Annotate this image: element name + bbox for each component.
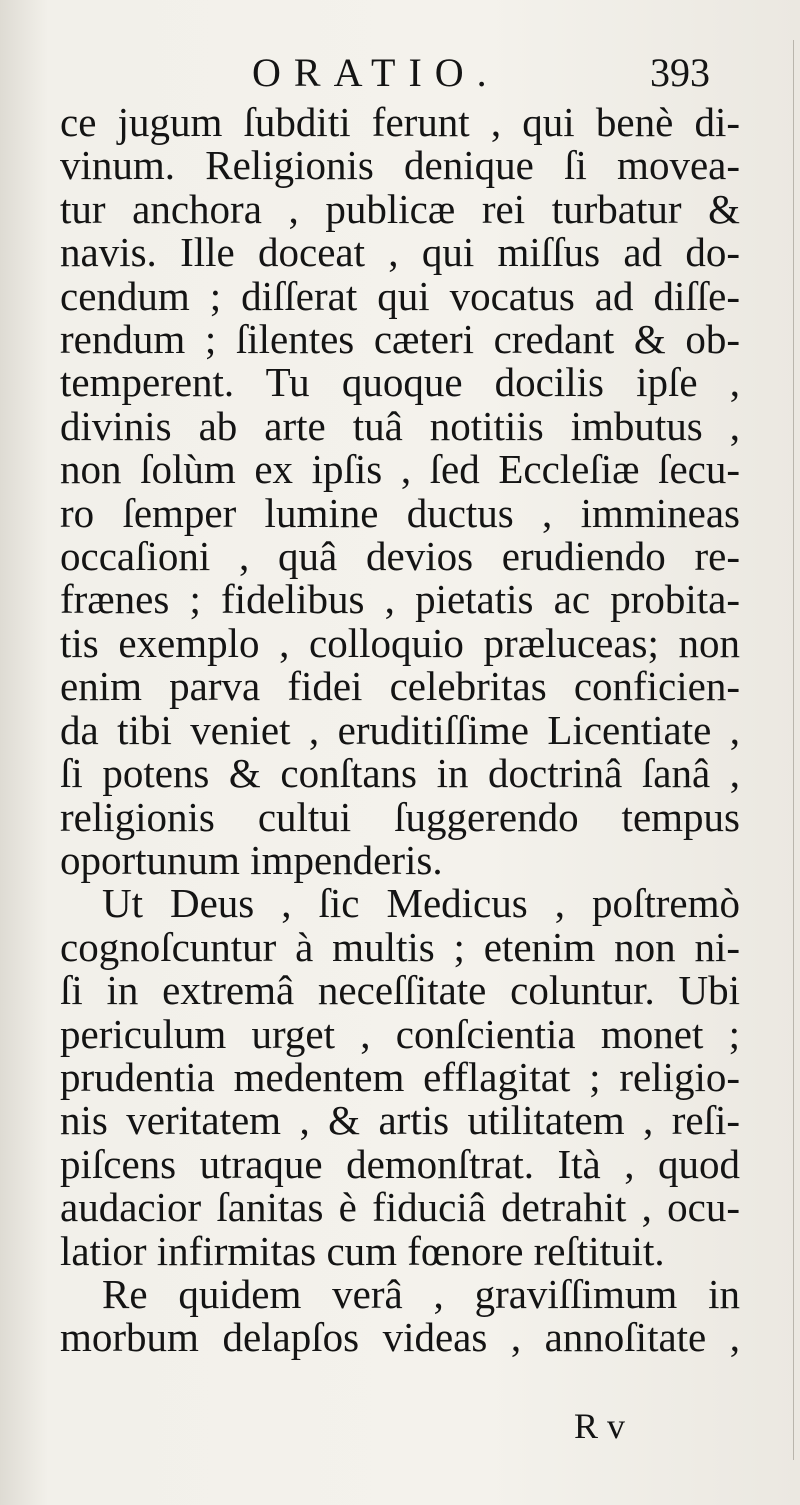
text-line: da tibi veniet , eruditiſſime Licentiate , (60, 706, 740, 753)
text-line: cognoſcuntur à multis ; etenim non ni- (60, 923, 740, 970)
text-line: ce jugum ſubditi ferunt , qui benè di- (60, 99, 740, 145)
text-line: temperent. Tu quoque docilis ipſe , (60, 359, 740, 406)
text-line: piſcens utraque demonſtrat. Ità , quod (60, 1140, 740, 1187)
text-line: tur anchora , publicæ rei turbatur & (60, 185, 740, 232)
text-line: occaſioni , quâ devios erudiendo re- (60, 533, 740, 580)
text-line: latior infirmitas cum fœnore reſtituit. (60, 1227, 665, 1274)
text-line: Re quidem verâ , graviſſimum in (102, 1270, 740, 1317)
body-text (60, 101, 740, 1360)
text-line: cendum ; diſſerat qui vocatus ad diſſe- (60, 272, 740, 319)
running-head (0, 48, 800, 98)
running-title: ORATIO. (252, 50, 500, 95)
page-edge-shadow (793, 40, 794, 1460)
text-line: morbum delapſos videas , annoſitate , (60, 1314, 740, 1361)
text-line: enim parva fidei celebritas conficien- (60, 663, 740, 710)
text-line: non ſolùm ex ipſis , ſed Eccleſiæ ſecu- (60, 446, 740, 493)
text-line: prudentia medentem efflagitat ; religio- (60, 1053, 740, 1100)
text-line: oportunum impenderis. (60, 836, 443, 883)
text-line: ſi in extremâ neceſſitate coluntur. Ubi (60, 967, 740, 1014)
text-line: navis. Ille doceat , qui miſſus ad do- (60, 229, 740, 276)
text-line: ſi potens & conſtans in doctrinâ ſanâ , (60, 750, 740, 797)
text-line: nis veritatem , & artis utilitatem , reſi- (60, 1097, 740, 1144)
text-line: periculum urget , conſcientia monet ; (60, 1010, 740, 1057)
text-line: Ut Deus , ſic Medicus , poſtremò (102, 880, 740, 927)
page-number: 393 (650, 50, 710, 95)
text-line: religionis cultui ſuggerendo tempus (60, 793, 740, 840)
text-line: vinum. Religionis denique ſi movea- (60, 142, 740, 189)
text-line: rendum ; ſilentes cæteri credant & ob- (60, 316, 740, 363)
text-line: ro ſemper lumine ductus , immineas (60, 489, 740, 536)
text-line: audacior ſanitas è fiduciâ detrahit , ocu- (60, 1184, 740, 1231)
text-line: divinis ab arte tuâ notitiis imbutus , (60, 402, 740, 449)
signature-mark: R v (574, 1406, 626, 1446)
text-line: tis exemplo , colloquio præluceas; non (60, 619, 740, 666)
text-line: frænes ; fidelibus , pietatis ac probita- (60, 576, 740, 623)
